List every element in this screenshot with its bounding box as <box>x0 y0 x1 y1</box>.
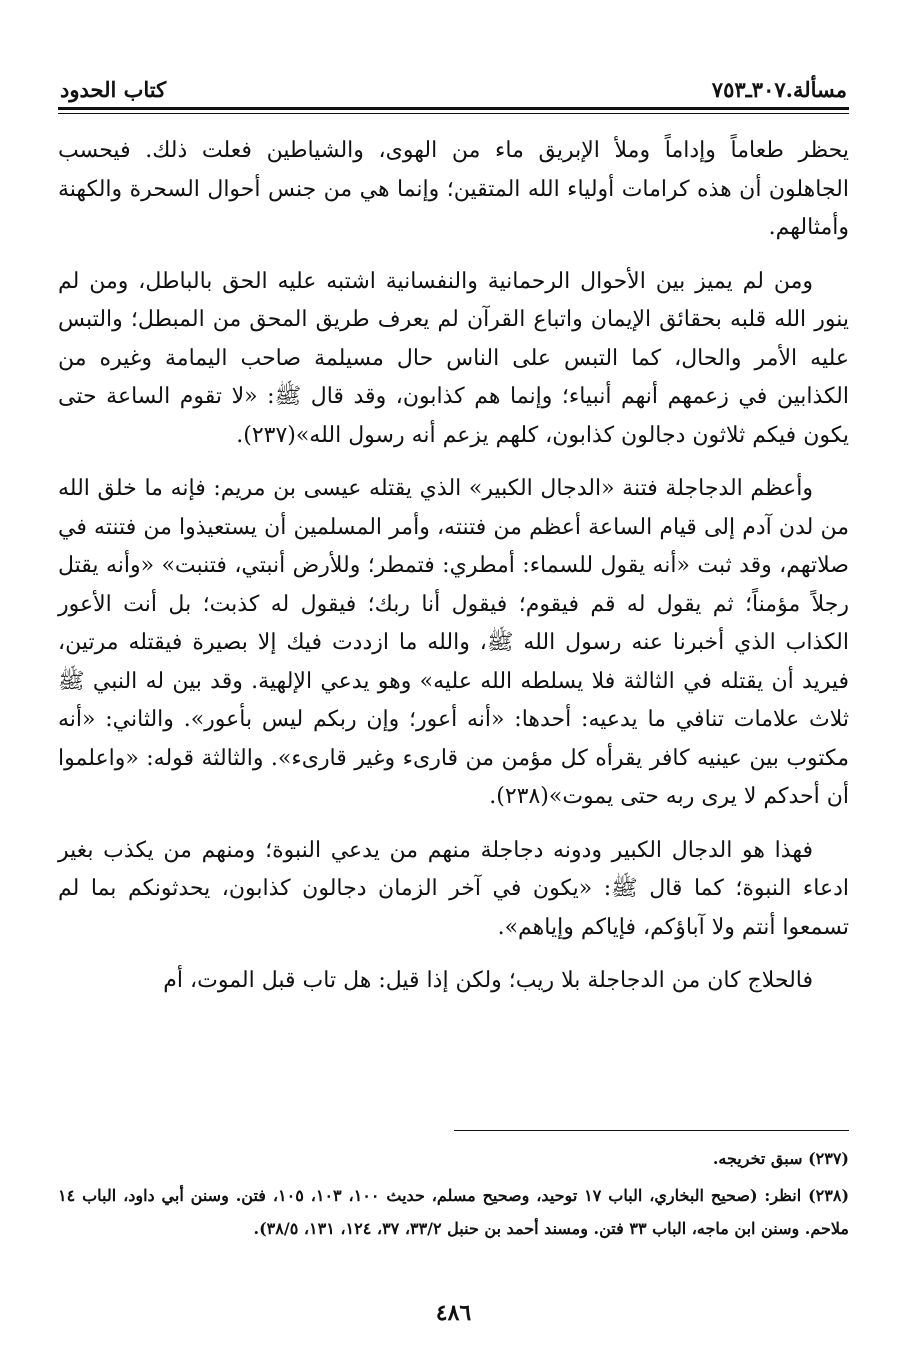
header-rule-thin <box>58 113 849 114</box>
paragraph-2: ومن لم يميز بين الأحوال الرحمانية والنفسانية اشتبه عليه الحق بالباطل، ومن لم ينور الله قلبه بحقائق الإيمان واتباع القرآن لم يعرف طريق المحق من المبطل؛ والتبس عليه الأمر والحال، كما التبس على الناس حال مسيلمة صاحب اليمامة وغيره من الكذابين في زعمهم أنهم أنبياء؛ وإنما هم كذابون، وقد قال ﷺ: «لا تقوم الساعة حتى يكون فيكم ثلاثون دجالون كذابون، كلهم يزعم أنه رسول الله»(٢٣٧). <box>58 268 849 448</box>
paragraph-1: يحظر طعاماً وإداماً وملأ الإبريق ماء من الهوى، والشياطين فعلت ذلك. فيحسب الجاهلون أن هذه كرامات أولياء الله المتقين؛ وإنما هي من جنس أحوال السحرة والكهنة وأمثالهم. <box>58 138 849 240</box>
footnotes <box>58 1142 849 1249</box>
header-book-title: كتاب الحدود <box>60 77 167 102</box>
header-rule-thick <box>58 107 849 110</box>
footnote-237: (٢٣٧) سبق تخريجه. <box>712 1149 849 1168</box>
paragraph-5: فالحلاج كان من الدجاجلة بلا ريب؛ ولكن إذا قيل: هل تاب قبل الموت، أم <box>163 968 813 993</box>
footnote-separator <box>454 1130 849 1131</box>
page-number: ٤٨٦ <box>435 1300 472 1326</box>
header-issue-number: مسألة.٣٠٧ـ٧٥٣ <box>711 77 847 102</box>
footnote-238: (٢٣٨) انظر: (صحيح البخاري، الباب ١٧ توحيد، وصحيح مسلم، حديث ١٠٠، ١٠٣، ١٠٥، فتن. وسنن أبي داود، الباب ١٤ ملاحم. وسنن ابن ماجه، الباب ٣٣ فتن. ومسند أحمد بن حنبل ٣٣/٢، ٣٧، ١٢٤، ١٣١، ٣٨/٥). <box>58 1186 850 1238</box>
running-header <box>60 62 847 102</box>
main-text <box>58 132 849 1016</box>
paragraph-3: وأعظم الدجاجلة فتنة «الدجال الكبير» الذي يقتله عيسى بن مريم: فإنه ما خلق الله من لدن آدم إلى قيام الساعة أعظم من فتنته، وأمر المسلمين أن يستعيذوا من فتنته في صلاتهم، وقد ثبت «أنه يقول للسماء: أمطري: فتمطر؛ وللأرض أنبتي، فتنبت» «وأنه يقتل رجلاً مؤمناً؛ ثم يقول له قم فيقوم؛ فيقول أنا ربك؛ فيقول له كذبت؛ بل أنت الأعور الكذاب الذي أخبرنا عنه رسول الله ﷺ، والله ما ازددت فيك إلا بصيرة فيقتله مرتين، فيريد أن يقتله في الثالثة فلا يسلطه الله عليه» وهو يدعي الإلهية. وقد بين له النبي ﷺ ثلاث علامات تنافي ما يدعيه: أحدها: «أنه أعور؛ وإن ربكم ليس بأعور». والثاني: «أنه مكتوب بين عينيه كافر يقرأه كل مؤمن من قارىء وغير قارىء». والثالثة قوله: «واعلموا أن أحدكم لا يرى ربه حتى يموت»(٢٣٨). <box>58 476 849 809</box>
paragraph-4: فهذا هو الدجال الكبير ودونه دجاجلة منهم من يدعي النبوة؛ ومنهم من يكذب بغير ادعاء النبوة؛ كما قال ﷺ: «يكون في آخر الزمان دجالون كذابون، يحدثونكم بما لم تسمعوا أنتم ولا آباؤكم، فإياكم وإياهم». <box>58 837 849 940</box>
